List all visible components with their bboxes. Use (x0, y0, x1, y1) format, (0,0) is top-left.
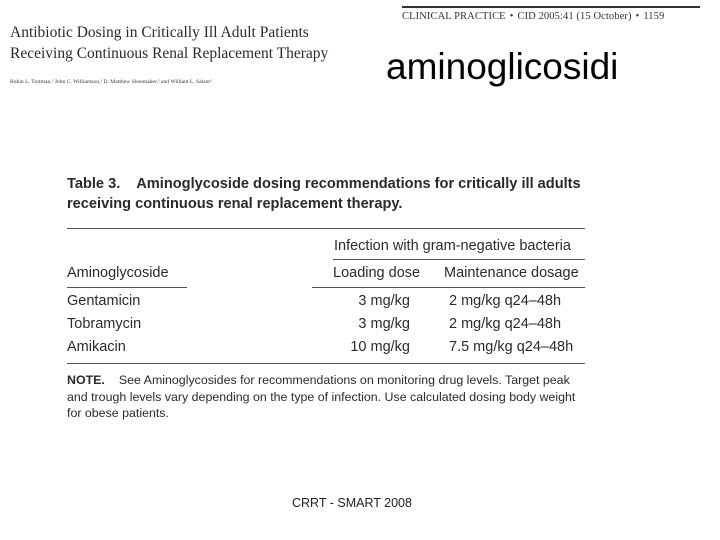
table-top-rule (67, 228, 585, 229)
column-header-maintenance: Maintenance dosage (444, 265, 579, 281)
maintenance-dosage: 7.5 mg/kg q24–48h (449, 339, 574, 355)
paper-title: Antibiotic Dosing in Critically Ill Adult Patients Receiving Continuous Renal Replacement Therapy (10, 24, 329, 62)
slide-footer: CRRT - SMART 2008 (292, 496, 412, 510)
group-header: Infection with gram-negative bacteria (334, 238, 571, 254)
bullet-separator: • (509, 11, 514, 22)
journal-citation: CID 2005:41 (15 October) (517, 11, 632, 22)
loading-dose: 10 mg/kg (350, 339, 410, 355)
note-label: NOTE. (67, 373, 105, 387)
table-number: Table 3. (67, 176, 121, 192)
journal-page-number: 1159 (643, 11, 665, 22)
slide-title: aminoglicosidi (386, 46, 619, 87)
column-header-rule (67, 287, 187, 288)
table-bottom-rule (67, 363, 585, 364)
maintenance-dosage: 2 mg/kg q24–48h (449, 316, 562, 332)
journal-header-rule (402, 6, 700, 8)
table-caption-text: Aminoglycoside dosing recommendations for critically ill adults receiving continuous renal replacement therapy. (67, 176, 581, 212)
drug-name: Gentamicin (67, 293, 141, 309)
group-header-rule (333, 259, 585, 260)
loading-dose: 3 mg/kg (358, 293, 410, 309)
maintenance-dosage: 2 mg/kg q24–48h (449, 293, 562, 309)
drug-name: Tobramycin (67, 316, 142, 332)
table-note (67, 372, 592, 422)
column-header-loading: Loading dose (333, 265, 421, 281)
column-header-rule (312, 287, 585, 288)
column-header-drug: Aminoglycoside (67, 265, 169, 281)
drug-name: Amikacin (67, 339, 126, 355)
loading-dose: 3 mg/kg (358, 316, 410, 332)
journal-header (402, 11, 704, 22)
bullet-separator: • (635, 11, 640, 22)
table-caption (67, 174, 597, 214)
paper-authors: Robin L. Trotman,¹ John C. Williamson,³ D. Matthew Shoemaker,² and William L. Salzer² (10, 79, 212, 85)
note-text: See Aminoglycosides for recommendations on monitoring drug levels. Target peak and trough levels vary depending on the type of infection. Use calculated dosing body weight for obese patients. (67, 373, 576, 420)
journal-section: CLINICAL PRACTICE (402, 11, 506, 22)
